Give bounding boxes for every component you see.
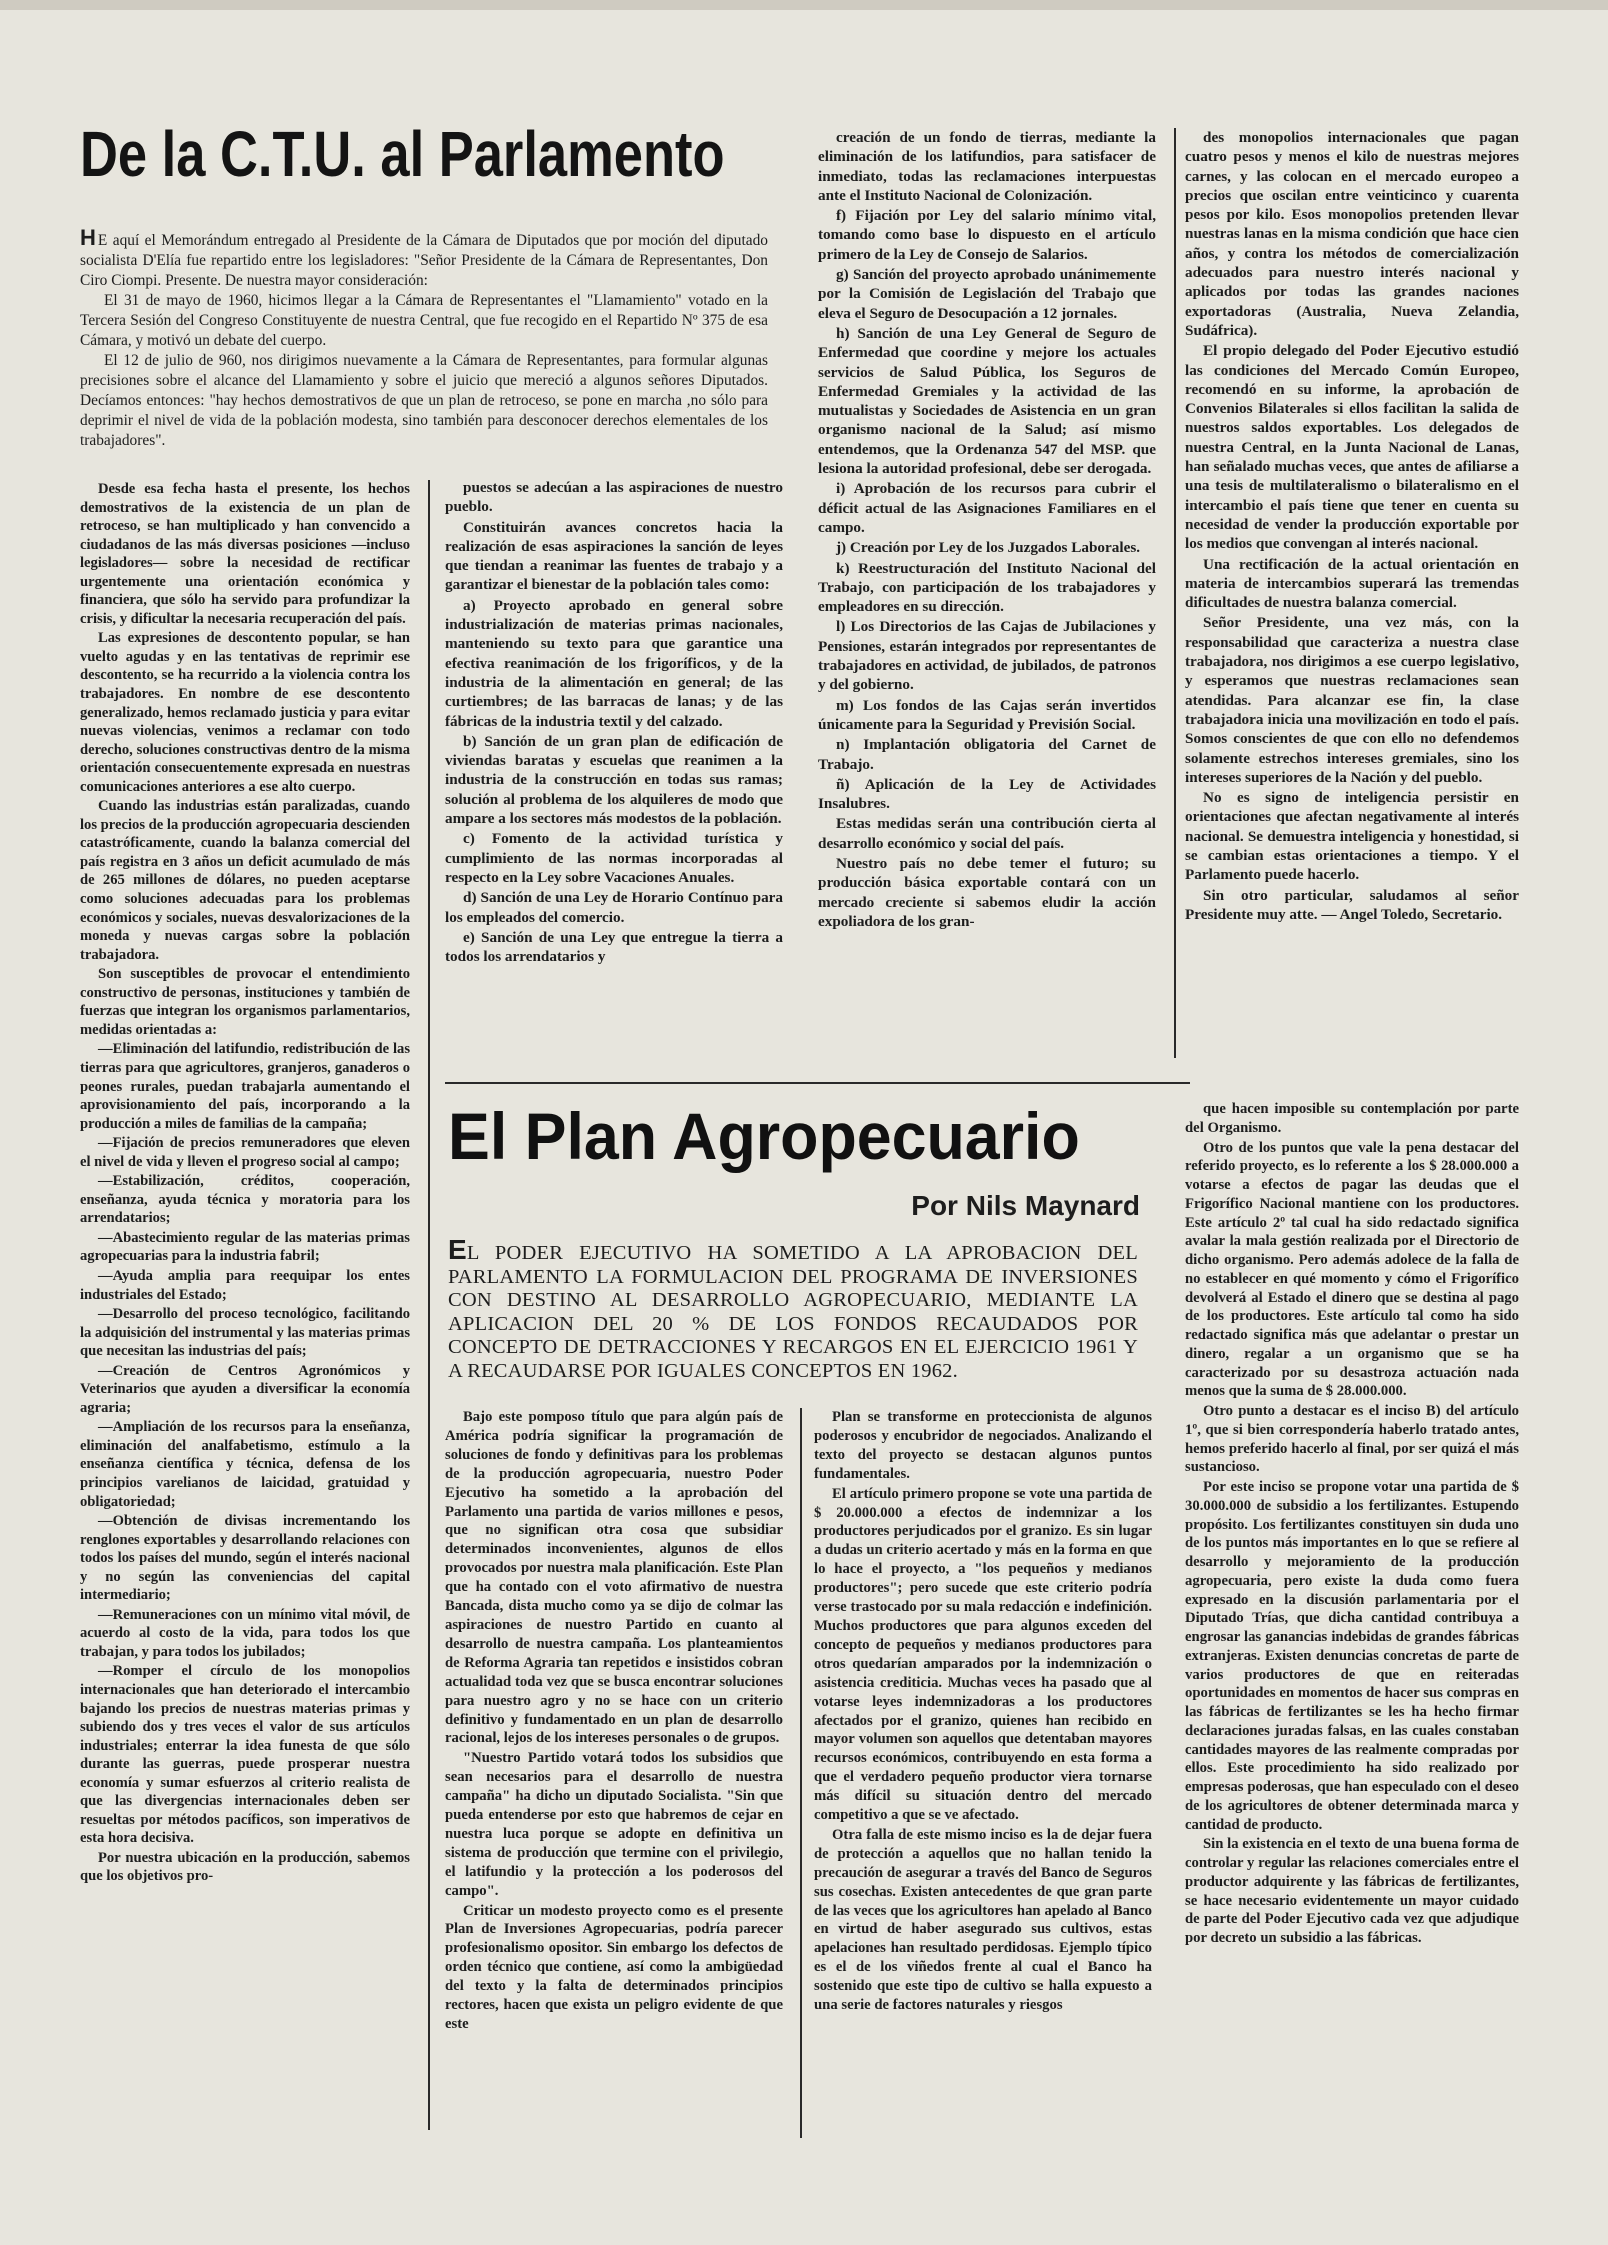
paragraph: —Remuneraciones con un mínimo vital móvil, de acuerdo al costo de la vida, para todos los que trabajan, y para todos los jubilados; [80,1606,410,1660]
paragraph: "Nuestro Partido votará todos los subsidios que sean necesarios para el desarrollo de nuestra campaña" ha dicho un diputado Socialista. "Sin que pueda entenderse por esto que habremos de cejar en nuestra luca porque se adopte en definitiva un sistema de producción que termine con el privilegio, el latifundio y la protección a los poderosos del campo". [445,1750,783,1899]
drop-cap: H [80,225,96,250]
paragraph: creación de un fondo de tierras, mediante la eliminación de los latifundios, para satisfacer de inmediato, todas las reclamaciones interpuestas ante el Instituto Nacional de Colonización. [818,129,1156,204]
paragraph: Son susceptibles de provocar el entendimiento constructivo de personas, instituciones y también de fuerzas que integran los organismos parlamentarios, medidas orientadas a: [80,966,410,1038]
article-column-2 [445,1408,783,2138]
paragraph: Criticar un modesto proyecto como es el presente Plan de Inversiones Agropecuarias, podría parecer profesionalismo opositor. Sin embargo los defectos de orden técnico que contiene, así como la ambigüedad del texto y la falta de determinados principios rectores, hacen que exista un peligro evidente de que este [445,1902,783,2032]
page-top-edge [0,0,1608,10]
paragraph: f) Fijación por Ley del salario mínimo vital, tomando como base lo dispuesto en el artículo primero de la Ley de Consejo de Salarios. [818,207,1156,263]
paragraph: h) Sanción de una Ley General de Seguro de Enfermedad que coordine y mejore los actuales servicios de Salud Pública, los Seguros de Enfermedad Gremiales y la actividad de las mutualistas y Sociedades de Asistencia en un gran organismo nacional de la Salud; así mismo entendemos, que la Ordenanza 547 del MSP. que lesiona la autoridad profesional, debe ser derogada. [818,324,1156,478]
article-column-4 [1185,1100,1519,2140]
paragraph: Nuestro país no debe temer el futuro; su producción básica exportable contará con un mercado creciente si sabemos eludir la acción expoliadora de los gran- [818,854,1156,930]
paragraph: puestos se adecúan a las aspiraciones de nuestro pueblo. [445,479,783,516]
paragraph: Por este inciso se propone votar una partida de $ 30.000.000 de subsidio a los fertilizantes. Estupendo propósito. Los fertilizantes constituyen sin duda uno de los puntos más importantes en lo que se refiere al desarrollo y mejoramiento de la producción agropecuaria, pero existe la duda como fuera expresado en la discusión parlamentaria por el Diputado Trías, que dicha cantidad contribuya a engrosar las ganancias indebidas de grandes fábricas extranjeras. Existen denuncias concretas de parte de varios productores de que en reiteradas oportunidades en momentos de hacer sus compras en las fábricas de fertilizantes se les ha hecho firmar declaraciones juradas falsas, en las cuales constaban cantidades mayores de las realmente compradas por ellos. Este procedimiento ha sido realizado por empresas poderosas, que han especulado con el deseo de los agricultores de obtener determinada marca y cantidad de producto. [1185,1479,1519,1833]
column-divider [428,480,430,2130]
byline: Por Nils Maynard [911,1190,1140,1221]
article-column-1 [80,480,410,2135]
article-title: De la C.T.U. al Parlamento [80,118,725,190]
paragraph: n) Implantación obligatoria del Carnet de Trabajo. [818,736,1156,773]
paragraph: Estas medidas serán una contribución cierta al desarrollo económico y social del país. [818,815,1156,852]
paragraph: Sin otro particular, saludamos al señor Presidente muy atte. — Angel Toledo, Secretario. [1185,886,1519,923]
paragraph: —Desarrollo del proceso tecnológico, facilitando la adquisición del instrumental y las materias primas que necesitan las industrias del país; [80,1306,410,1360]
article-column-3 [814,1408,1152,2138]
paragraph: Sin la existencia en el texto de una buena forma de controlar y regular las relaciones comerciales entre el productor adquirente y las fábricas de fertilizantes, se hace necesario evidentemente un mayor cuidado de parte del Poder Ejecutivo cada vez que adjudique por decreto un subsidio a las fábricas. [1185,1836,1519,1946]
paragraph: Por nuestra ubicación en la producción, sabemos que los objetivos pro- [80,1849,410,1885]
paragraph: g) Sanción del proyecto aprobado unánimemente por la Comisión de Legislación del Trabajo que eleva el Seguro de Desocupación a 12 jornales. [818,266,1156,322]
article-intro [80,225,768,451]
drop-cap: E [448,1234,467,1265]
paragraph: Plan se transforme en proteccionista de algunos poderosos y encubridor de negociados. Analizando el texto del proyecto se destacan algunos puntos fundamentales. [814,1409,1152,1482]
paragraph: i) Aprobación de los recursos para cubrir el déficit actual de las Asignaciones Familiares en el campo. [818,480,1156,536]
article-column-3 [818,128,1156,1058]
paragraph: Otra falla de este mismo inciso es la de dejar fuera de protección a aquellos que no hallan tenido la precaución de asegurar a través del Banco de Seguros sus cosechas. Existen antecedentes de que gran parte de las veces que los agricultores han apelado al Banco en virtud de haber asegurado sus cultivos, estas apelaciones han resultado perdidosas. Ejemplo típico es el de los viñedos frente al cual el Banco ha sostenido que este tipo de cultivo se halla expuesto a una serie de factores naturales y riesgos [814,1826,1152,2014]
paragraph: —Creación de Centros Agronómicos y Veterinarios que ayuden a diversificar la economía agraria; [80,1362,410,1416]
paragraph: ñ) Aplicación de la Ley de Actividades Insalubres. [818,775,1156,813]
paragraph: —Abastecimiento regular de las materias primas agropecuarias para la industria fabril; [80,1229,410,1265]
paragraph: Otro de los puntos que vale la pena destacar del referido proyecto, es lo referente a los $ 28.000.000 a votarse a efectos de pagar las deudas que el Frigorífico Nacional mantiene con los productores. Este artículo 2º tal cual ha sido redactado significa avalar la mala gestión realizada por el Directorio de dicho organismo. Pero además adolece de la falla de no establecer en qué momento y cómo el Frigorífico devolverá al Estado el dinero que se destina al pago de los productores. Este artículo tal como ha sido redactado significa más que adelantar o prestar un dinero, regalar a un organismo que se ha caracterizado por su desastroza actuación nada menos que la suma de $ 28.000.000. [1185,1139,1519,1400]
column-divider [800,1408,802,2138]
paragraph: Constituirán avances concretos hacia la realización de esas aspiraciones la sanción de leyes que tiendan a reanimar las fuentes de trabajo y a garantizar el bienestar de la población tales como: [445,518,783,594]
paragraph: des monopolios internacionales que pagan cuatro pesos y menos el kilo de nuestras mejores carnes, y las colocan en el mercado europeo a precios que oscilan entre veinticinco y cuarenta pesos por kilo. Esos monopolios pretenden llevar nuestras lanas en la misma condición que hace cien años, y contra los métodos de comercialización adecuados para nuestro interés nacional y aplicados por todas las grandes naciones exportadoras (Australia, Nueva Zelandia, Sudáfrica). [1185,129,1519,339]
paragraph: —Ampliación de los recursos para la enseñanza, eliminación del analfabetismo, estímulo a la enseñanza científica y técnica, defensa de los principios varelianos de laicidad, gratuidad y obligatoriedad; [80,1419,410,1510]
paragraph: m) Los fondos de las Cajas serán invertidos únicamente para la Seguridad y Previsión Social. [818,696,1156,733]
paragraph: —Obtención de divisas incrementando los renglones exportables y desarrollando relaciones con todos los países del mundo, según el interés nacional y no según las conveniencias del capital intermediario; [80,1513,410,1604]
paragraph: c) Fomento de la actividad turística y cumplimiento de las normas incorporadas al respecto en la Ley sobre Vacaciones Anuales. [445,830,783,886]
paragraph: Desde esa fecha hasta el presente, los hechos demostrativos de la existencia de un plan de retroceso, se han multiplicado y han convencido a ciudadanos de las más diversas posiciones —incluso legisladores— sobre la necesidad de rectificar urgentemente una orientación económica y financiera, que sólo ha servido para profundizar la crisis, y dificultar la necesaria recuperación del país. [80,481,410,627]
paragraph: k) Reestructuración del Instituto Nacional del Trabajo, con participación de los trabajadores y empleadores en su dirección. [818,559,1156,616]
article-column-4 [1185,128,1519,1058]
paragraph: —Eliminación del latifundio, redistribución de las tierras para que agricultores, granjeros, ganaderos o peones rurales, puedan trabajarla aumentando el aprovisionamiento del país, incorporando a la producción a miles de familias de la campaña; [80,1041,410,1132]
paragraph: El propio delegado del Poder Ejecutivo estudió las condiciones del Mercado Común Europeo, recomendó en su informe, la aprobación de Convenios Bilaterales si ellos facilitan la salida de nuestros saldos exportables. Los delegados de nuestra Central, en la Junta Nacional de Lanas, han señalado muchas veces, que antes de afiliarse a una tesis de multilateralismo o bilateralismo en el intercambio el país tiene que tener en cuenta su necesidad de vender la producción exportable por los medios que convengan al interés nacional. [1185,342,1519,553]
article-lead: EL PODER EJECUTIVO HA SOMETIDO A LA APROBACION DEL PARLAMENTO LA FORMULACION DEL PROGRAMA DE INVERSIONES CON DESTINO AL DESARROLLO AGROPECUARIO, MEDIANTE LA APLICACION DEL 20 % DE LOS FONDOS RECAUDADOS POR CONCEPTO DE DETRACCIONES Y RECARGOS EN EL EJERCICIO 1961 Y A RECAUDARSE POR IGUALES CONCEPTOS EN 1962. [448,1234,1138,1382]
paragraph: No es signo de inteligencia persistir en orientaciones que afectan negativamente al interés nacional. Se demuestra inteligencia y honestidad, si se cambian estas orientaciones a tiempo. Y el Parlamento puede hacerlo. [1185,789,1519,884]
paragraph: d) Sanción de una Ley de Horario Contínuo para los empleados del comercio. [445,889,783,926]
paragraph: Señor Presidente, una vez más, con la responsabilidad que caracteriza a nuestra clase trabajadora, nos dirigimos a ese cuerpo legislativo, y esperamos que nuestras reclamaciones sean atendidas. Para alcanzar ese fin, la clase trabajadora inicia una movilización en todo el país. Somos conscientes de que con ello no defendemos solamente estrechos intereses gremiales, sino los intereses superiores de la Nación y del pueblo. [1185,614,1519,786]
column-divider [1174,128,1176,1058]
paragraph: j) Creación por Ley de los Juzgados Laborales. [836,539,1141,557]
paragraph: —Ayuda amplia para reequipar los entes industriales del Estado; [80,1267,410,1303]
article-title: El Plan Agropecuario [448,1099,1080,1173]
paragraph: l) Los Directorios de las Cajas de Jubilaciones y Pensiones, estarán integrados por representantes de trabajadores en actividad, de jubilados, de patronos y del gobierno. [818,618,1156,694]
paragraph: b) Sanción de un gran plan de edificación de viviendas baratas y escuelas que reanimen a la industria de la construcción en todas sus ramas; solución al problema de los alquileres de modo que ampare a los sectores más modestos de la población. [445,732,783,828]
paragraph: El artículo primero propone se vote una partida de $ 20.000.000 a efectos de indemnizar a los productores perjudicados por el granizo. Es sin lugar a dudas un criterio acertado y más en la forma en que lo hace el proyecto, a "los pequeños y medianos productores"; pero sucede que este criterio podría verse trastocado por su mala redacción e indefinición. Muchos productores que para algunos exceden del concepto de pequeños y medianos productores para otros quedarían amparados por la indemnización o asistencia crediticia. Muchas veces ha pasado que al votarse leyes indemnizadoras a los productores afectados por el granizo, quienes han recibido en mayor volumen son aquellos que detentaban mayores recursos económicos, contribuyendo en esta forma a que el verdadero pequeño productor viera tornarse más difícil su situación dentro del mercado competitivo a que se ve afectado. [814,1485,1152,1824]
paragraph: Cuando las industrias están paralizadas, cuando los precios de la producción agropecuaria descienden catastróficamente, cuando la balanza comercial del país registra en 3 años un deficit acumulado de más de 265 millones de dólares, no pueden aceptarse como soluciones adecuadas para los problemas económicos y sociales, nuevas desvalorizaciones de la moneda y nuevas cargas sobre la población trabajadora. [80,798,410,963]
paragraph: —Romper el círculo de los monopolios internacionales que han deteriorado el intercambio bajando los precios de nuestras materias primas y subiendo dos y tres veces el valor de sus artículos industriales; enterrar la idea funesta de que sólo durante las guerras, puede prosperar nuestra economía y sumar esfuerzos al criterio realista de que las divergencias internacionales deben ser resueltas por métodos pacíficos, son imperativos de esta hora decisiva. [80,1663,410,1847]
paragraph: e) Sanción de una Ley que entregue la tierra a todos los arrendatarios y [445,928,783,966]
paragraph: Otro punto a destacar es el inciso B) del artículo 1º, que si bien correspondería haberlo tratado antes, hemos preferido hacerlo al final, por ser quizá el más sustancioso. [1185,1403,1519,1476]
paragraph: Bajo este pomposo título que para algún país de América podría significar la programación de soluciones de fondo y definitivas para los problemas de la producción agropecuaria, nuestro Poder Ejecutivo ha sometido a la aprobación del Parlamento una partida de varios millones e pesos, que no significan otra cosa que subsidiar determinados inconvenientes, algunos de ellos provocados por nuestra mala planificación. Este Plan que ha contado con el voto afirmativo de nuestra Bancada, dista mucho como ya se dijo de colmar las aspiraciones de nuestro Partido en cuanto al desarrollo de nuestra campaña. Los planteamientos de Reforma Agraria tan repetidos e insistidos cobran actualidad toda vez que se busca encontrar soluciones para nuestro agro y no se hace con un criterio definitivo y fundamentado en un plan de desarrollo racional, lejos de los intereses personales o de grupos. [445,1409,783,1747]
paragraph: —Fijación de precios remuneradores que eleven el nivel de vida y lleven el progreso social al campo; [80,1135,410,1170]
section-divider [445,1082,1190,1084]
paragraph: —Estabilización, créditos, cooperación, enseñanza, ayuda técnica y moratoria para los arrendatarios; [80,1173,410,1227]
paragraph: a) Proyecto aprobado en general sobre industrialización de materias primas nacionales, manteniendo su texto para que garantice una efectiva reanimación de los frigoríficos, y de la industria de la alimentación en general; de las curtiembres; de las barracas de lanas; y de las fábricas de la industria textil y del calzado. [445,596,783,730]
intro-paragraph: H E aquí el Memorándum entregado al Presidente de la Cámara de Diputados que por moción del diputado socialista D'Elía fue repartido entre los legisladores: "Señor Presidente de la Cámara de Representantes, Don Ciro Ciompi. Presente. De nuestra mayor consideración: [80,225,768,289]
paragraph: que hacen imposible su contemplación por parte del Organismo. [1185,1101,1519,1136]
intro-paragraph: El 12 de julio de 960, nos dirigimos nuevamente a la Cámara de Representantes, para formular algunas precisiones sobre el alcance del Llamamiento y sobre el juicio que mereció a algunos señores Diputados. Decíamos entonces: "hay hechos demostrativos de que un plan de retroceso, se pone en marcha ,no sólo para deprimir el nivel de vida de la población modesta, sino también para desconocer derechos elementales de los trabajadores". [80,352,768,449]
paragraph: Las expresiones de descontento popular, se han vuelto agudas y en las tentativas de reprimir ese descontento, se ha recurrido a la violencia contra los trabajadores. En nombre de ese descontento generalizado, hemos reclamado justicia y para evitar nuevas violencias, venimos a reclamar con todo derecho, soluciones constructivas dentro de la misma orientación consecuentemente expresada en nuestras comunicaciones anteriores a ese alto cuerpo. [80,630,410,795]
paragraph: Una rectificación de la actual orientación en materia de intercambios superará las tremendas dificultades de nuestra balanza comercial. [1185,555,1519,612]
article-column-2 [445,478,783,1058]
intro-paragraph: El 31 de mayo de 1960, hicimos llegar a la Cámara de Representantes el "Llamamiento" votado en la Tercera Sesión del Congreso Constituyente de nuestra Central, que fue recogido en el Repartido Nº 375 de esa Cámara, y motivó un debate del cuerpo. [80,292,768,349]
